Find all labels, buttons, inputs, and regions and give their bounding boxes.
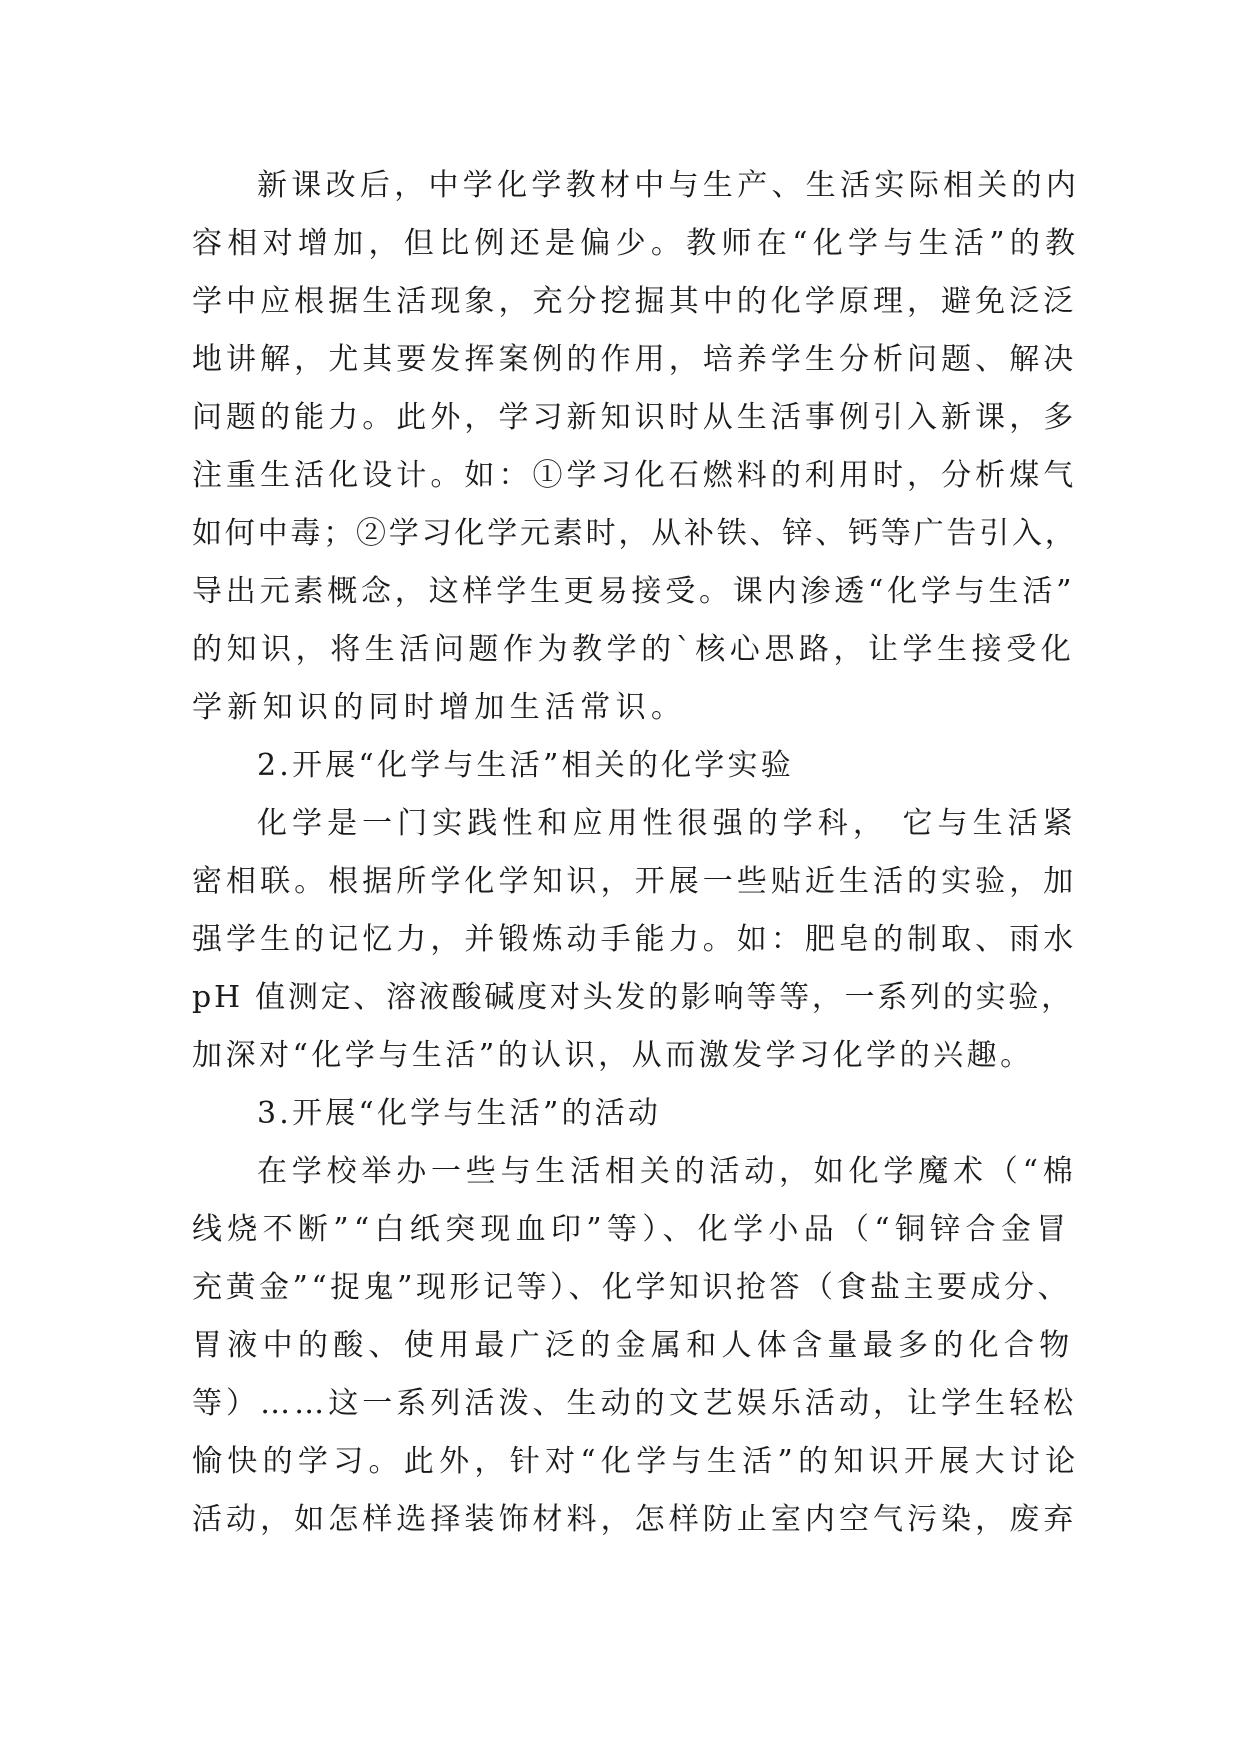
text-line-8: 导出元素概念，这样学生更易接受。课内渗透“化学与生活”: [192, 574, 1076, 609]
text-line-6: 注重生活化设计。如：①学习化石燃料的利用时，分析煤气: [192, 458, 1078, 493]
text-line-10: 学新知识的同时增加生活常识。: [192, 690, 687, 725]
text-line-20: 充黄金”“捉鬼”现形记等）、化学知识抢答（食盐主要成分、: [192, 1270, 1072, 1305]
text-line-14: 强学生的记忆力，并锻炼动手能力。如：肥皂的制取、雨水: [192, 922, 1078, 957]
text-line-24: 活动，如怎样选择装饰材料，怎样防止室内空气污染，废弃: [192, 1502, 1078, 1537]
text-line-12: 化学是一门实践性和应用性很强的学科， 它与生活紧: [257, 806, 1078, 841]
text-line-18: 在学校举办一些与生活相关的活动，如化学魔术（“棉: [257, 1154, 1078, 1189]
text-line-7: 如何中毒；②学习化学元素时，从补铁、锌、钙等广告引入，: [192, 516, 1078, 551]
text-line-19: 线烧不断”“白纸突现血印”等）、化学小品（“铜锌合金冒: [192, 1212, 1072, 1247]
section-heading-3: 3.开展“化学与生活”的活动: [257, 1096, 662, 1131]
text-line-21: 胃液中的酸、使用最广泛的金属和人体含量最多的化合物: [192, 1328, 1075, 1363]
section-heading-2: 2.开展“化学与生活”相关的化学实验: [257, 748, 794, 783]
text-line-4: 地讲解，尤其要发挥案例的作用，培养学生分析问题、解决: [192, 342, 1078, 377]
text-line-3: 学中应根据生活现象，充分挖掘其中的化学原理，避免泛泛: [192, 284, 1078, 319]
text-line-22: 等）……这一系列活泼、生动的文艺娱乐活动，让学生轻松: [192, 1386, 1078, 1421]
text-line-5: 问题的能力。此外，学习新知识时从生活事例引入新课，多: [192, 400, 1078, 435]
text-line-15: pH 值测定、溶液酸碱度对头发的影响等等，一系列的实验，: [192, 980, 1074, 1015]
text-line-1: 新课改后，中学化学教材中与生产、生活实际相关的内: [257, 168, 1081, 203]
text-line-2: 容相对增加，但比例还是偏少。教师在“化学与生活”的教: [192, 226, 1081, 261]
text-line-16: 加深对“化学与生活”的认识，从而激发学习化学的兴趣。: [192, 1038, 1034, 1073]
text-line-13: 密相联。根据所学化学知识，开展一些贴近生活的实验，加: [192, 864, 1078, 899]
text-line-9: 的知识，将生活问题作为教学的`核心思路，让学生接受化: [192, 632, 1076, 667]
text-line-23: 愉快的学习。此外，针对“化学与生活”的知识开展大讨论: [192, 1444, 1081, 1479]
